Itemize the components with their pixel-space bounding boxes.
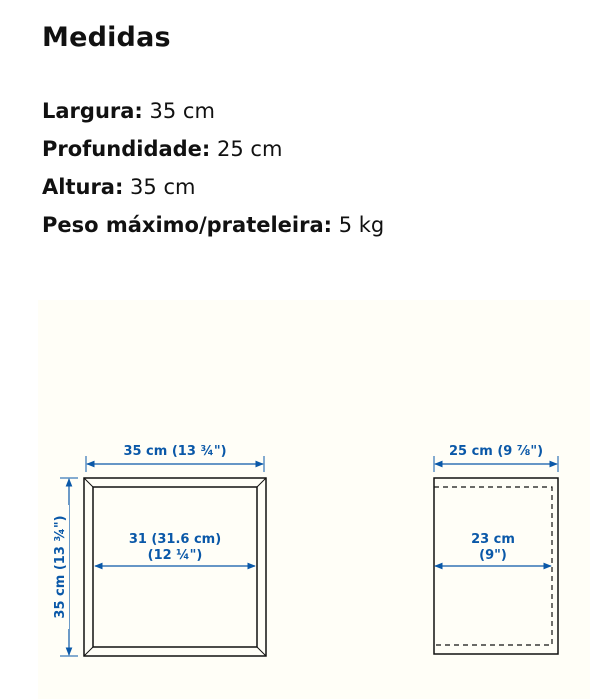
spec-value: 5 kg — [332, 213, 385, 237]
inner-depth-label-imperial: (9") — [479, 548, 507, 563]
inner-width-label: 31 (31.6 cm) — [128, 532, 222, 547]
spec-value: 35 cm — [142, 99, 215, 123]
page-title: Medidas — [42, 22, 171, 53]
front-outer-frame — [84, 478, 266, 656]
spec-label: Altura: — [42, 175, 124, 199]
frame-corner — [257, 647, 266, 656]
front-width-label: 35 cm (13 ¾") — [123, 444, 227, 459]
side-depth-label: 25 cm (9 ⅞") — [448, 444, 544, 459]
inner-width-label-imperial: (12 ¼") — [147, 548, 203, 563]
spec-label: Largura: — [42, 99, 143, 123]
side-view — [434, 441, 558, 654]
front-height-label: 35 cm (13 ¾") — [53, 515, 68, 619]
frame-corner — [257, 478, 266, 487]
front-view — [51, 441, 266, 656]
spec-value: 25 cm — [210, 137, 283, 161]
spec-value: 35 cm — [123, 175, 196, 199]
front-inner-frame — [93, 487, 257, 647]
frame-corner — [84, 478, 93, 487]
spec-label: Peso máximo/prateleira: — [42, 213, 333, 237]
frame-corner — [84, 647, 93, 656]
inner-depth-label: 23 cm — [471, 532, 515, 547]
spec-label: Profundidade: — [42, 137, 211, 161]
